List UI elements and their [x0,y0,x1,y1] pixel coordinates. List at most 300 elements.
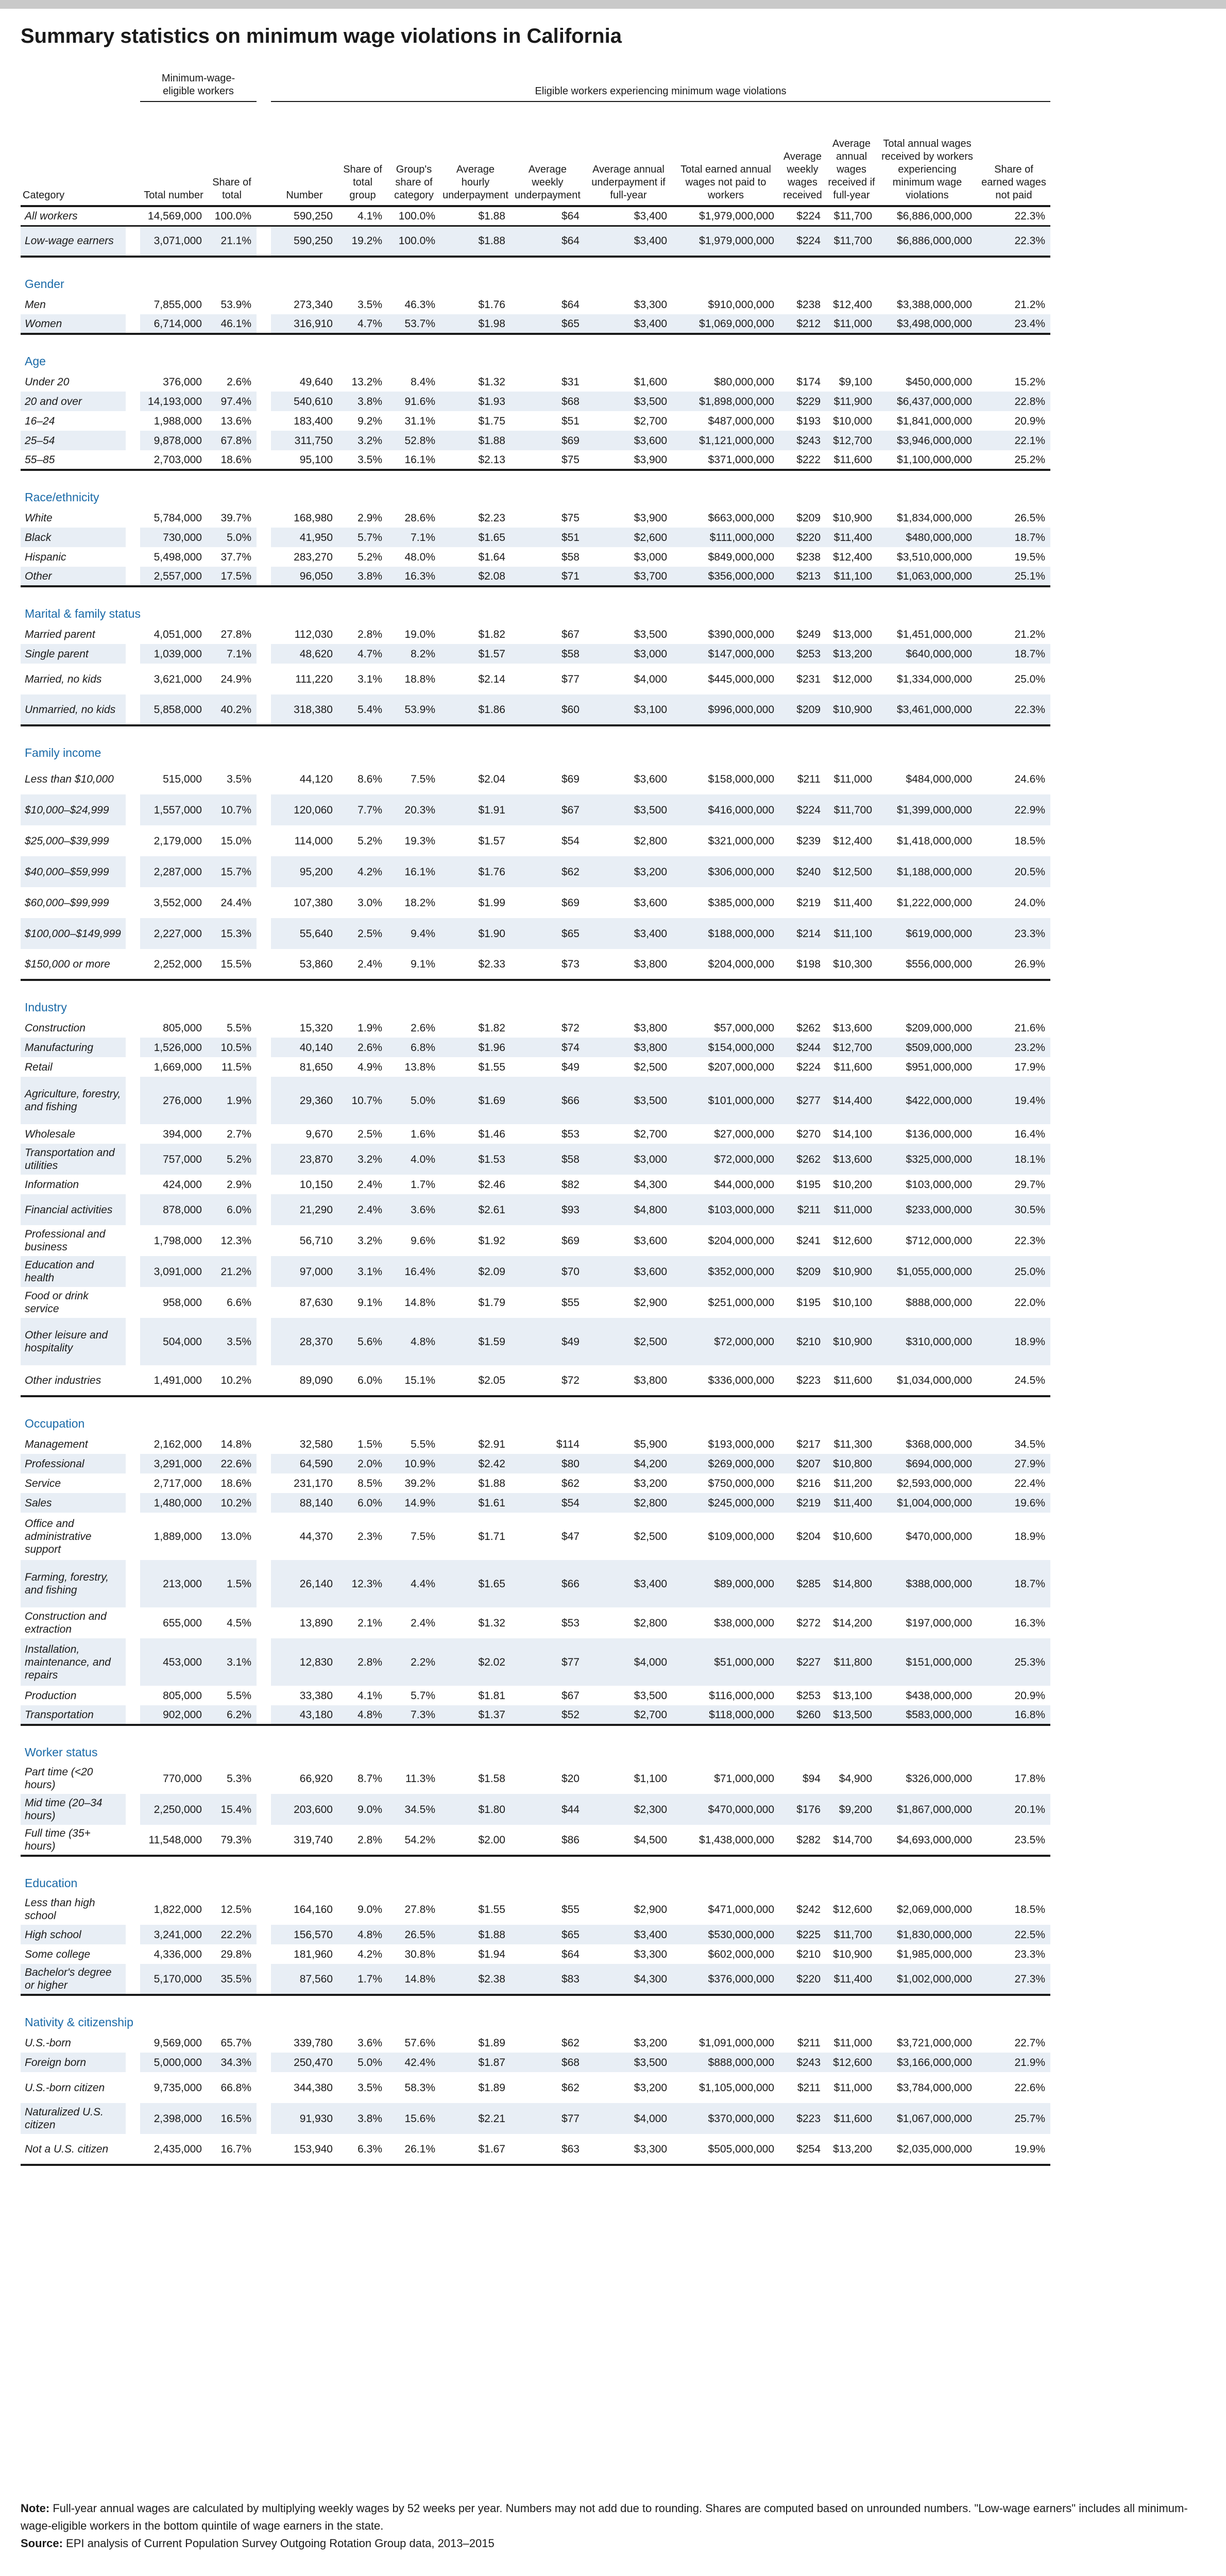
table-cell: 12,830 [271,1638,338,1686]
table-cell: $663,000,000 [708,512,774,524]
table-cell: 24.6% [1014,773,1045,785]
table-cell: 21.9% [977,2053,1050,2072]
table-cell: 120,060 [271,794,338,825]
table-row [21,1318,1050,1365]
table-cell: 22.3% [1014,1234,1045,1247]
table-cell: $11,000 [833,773,872,785]
table-cell: 26,140 [271,1560,338,1607]
table-cell: $1,222,000,000 [897,896,972,909]
table-cell: 5.5% [227,1689,251,1702]
table-cell: 156,570 [271,1925,338,1944]
table-cell: $4,500 [585,1825,672,1856]
table-cell: $195 [796,1296,821,1309]
table-cell: $1,979,000,000 [672,226,779,257]
table-cell: 9.0% [357,1903,382,1916]
cell-gap [257,1124,271,1144]
table-cell: $1,834,000,000 [897,512,972,524]
table-cell: $44,000,000 [714,1178,774,1191]
page-title: Summary statistics on minimum wage violations in California [21,25,622,47]
table-cell: $2.42 [440,1454,510,1473]
table-cell: $10,900 [833,512,872,524]
cell-gap [126,918,140,949]
table-cell: $321,000,000 [708,835,774,847]
table-cell: $4,300 [585,1964,672,1995]
table-cell: $3,500 [634,1689,667,1702]
table-cell: $224 [796,1061,821,1073]
table-cell: 54.2% [387,1825,440,1856]
row-label: Wholesale [25,1128,76,1140]
table-cell: $75 [510,450,585,470]
cell-gap [126,567,140,586]
table-cell: 2,703,000 [140,450,207,470]
cell-gap [257,1493,271,1513]
table-cell: $10,600 [833,1530,872,1543]
cell-gap [257,314,271,334]
table-cell: 21.6% [1014,1022,1045,1034]
cell-gap [126,825,140,856]
table-cell: 23.5% [977,1825,1050,1856]
table-cell: $210 [779,1318,826,1365]
table-cell: 8.7% [357,1772,382,1785]
column-header: Average annual wages received if full-year [826,101,877,206]
table-cell: 8.6% [357,773,382,785]
table-cell: 24.0% [1014,896,1045,909]
table-cell: $243 [779,2053,826,2072]
table-cell: $38,000,000 [714,1617,774,1629]
table-cell: $1,438,000,000 [672,1825,779,1856]
table-cell: 5.7% [338,528,387,547]
table-cell: $101,000,000 [672,1077,779,1124]
table-cell: $69 [510,431,585,450]
table-row [21,918,1050,949]
table-cell: $66 [510,1560,585,1607]
table-cell: $262 [796,1022,821,1034]
table-cell: 14.8% [404,1296,435,1309]
table-cell: $188,000,000 [672,918,779,949]
table-row [21,314,1050,334]
table-cell: 590,250 [271,226,338,257]
table-cell: $54 [510,1493,585,1513]
table-cell: 1.7% [338,1964,387,1995]
row-label: Management [25,1438,88,1450]
table-cell: 8.4% [411,376,435,388]
cell-gap [257,624,271,644]
table-cell: 2,162,000 [154,1438,202,1450]
table-cell: $64 [561,1948,580,1960]
row-label: Construction and extraction [25,1611,107,1635]
table-row [21,206,1050,226]
table-row [21,1256,1050,1287]
row-label: All workers [25,210,78,222]
cell-gap [257,567,271,586]
cell-gap [126,1175,140,1194]
table-cell: $3,100 [585,694,672,725]
table-cell: $11,400 [826,1964,877,1995]
table-cell: 21.1% [207,226,257,257]
table-cell: $80 [510,1454,585,1473]
row-label: Production [25,1689,77,1702]
table-cell: 29.7% [1014,1178,1045,1191]
row-label: White [25,512,53,524]
row-label: Married parent [25,628,95,640]
table-cell: $1.91 [440,794,510,825]
table-row [21,1607,1050,1638]
table-cell: 15.6% [387,2103,440,2134]
table-cell: 28,370 [271,1318,338,1365]
table-cell: 453,000 [140,1638,207,1686]
table-cell: $11,000 [833,2037,872,2049]
table-cell: $1,867,000,000 [877,1794,977,1825]
table-cell: $11,000 [826,1194,877,1225]
table-cell: $1,600 [634,376,667,388]
table-cell: 1,889,000 [154,1530,202,1543]
table-cell: 4.1% [357,1689,382,1702]
table-cell: $12,700 [826,431,877,450]
table-cell: $13,600 [826,1144,877,1175]
table-cell: 164,160 [294,1903,333,1916]
table-cell: $11,700 [826,794,877,825]
table-cell: $2.04 [478,773,505,785]
table-cell: 95,200 [271,856,338,887]
table-cell: 2.4% [338,949,387,980]
table-cell: $209,000,000 [906,1022,972,1034]
table-cell: $3,500 [585,1077,672,1124]
table-cell: 7.3% [387,1705,440,1725]
table-cell: $370,000,000 [672,2103,779,2134]
table-cell: 29.8% [220,1948,251,1960]
table-cell: $1.69 [440,1077,510,1124]
cell-gap [257,1175,271,1194]
top-bar [0,0,1226,9]
table-cell: 43,180 [271,1705,338,1725]
table-cell: $4,900 [839,1772,872,1785]
table-cell: $62 [561,2037,580,2049]
table-cell: 6.0% [207,1194,257,1225]
cell-gap [257,1077,271,1124]
table-cell: 88,140 [271,1493,338,1513]
table-cell: $3,800 [585,1365,672,1396]
cell-gap [257,644,271,664]
table-cell: $3,400 [585,1560,672,1607]
row-label: Low-wage earners [21,226,126,257]
table-cell: $197,000,000 [906,1617,972,1629]
table-cell: 53,860 [271,949,338,980]
table-cell: $910,000,000 [708,298,774,311]
table-cell: 18.2% [404,896,435,909]
table-cell: $69 [561,896,580,909]
table-cell: 19.0% [404,628,435,640]
cell-gap [126,1964,140,1995]
table-cell: $3,800 [585,949,672,980]
table-cell: 5.2% [357,551,382,563]
table-cell: 57.6% [404,2037,435,2049]
table-cell: 311,750 [271,431,338,450]
cell-gap [126,2053,140,2072]
table-cell: $3,500 [634,628,667,640]
table-cell: 17.5% [207,567,257,586]
table-row [21,1434,1050,1454]
table-cell: 2.7% [227,1128,251,1140]
table-cell: 3.5% [338,450,387,470]
table-cell: $11,600 [826,1365,877,1396]
table-cell: 22.8% [977,392,1050,411]
cell-gap [126,1057,140,1077]
table-cell: $209 [779,1256,826,1287]
table-cell: $147,000,000 [672,644,779,664]
cell-gap [257,2053,271,2072]
column-header: Average weekly underpayment [510,101,585,206]
table-cell: $10,900 [826,1318,877,1365]
table-cell: 2,398,000 [140,2103,207,2134]
table-cell: $209 [779,694,826,725]
table-cell: $487,000,000 [708,415,774,427]
table-cell: $1,830,000,000 [877,1925,977,1944]
table-cell: $3,500 [585,794,672,825]
table-cell: 757,000 [140,1144,207,1175]
table-cell: $694,000,000 [877,1454,977,1473]
table-cell: $93 [510,1194,585,1225]
table-cell: $219 [779,1493,826,1513]
table-cell: $2,500 [585,1318,672,1365]
table-cell: 11.3% [405,1772,435,1785]
table-cell: 12.3% [220,1234,251,1247]
table-row [21,1794,1050,1825]
cell-gap [257,1794,271,1825]
section-header-row [21,1725,1050,1763]
cell-gap [126,764,140,794]
table-cell: 26.5% [1014,512,1045,524]
table-cell: 91,930 [271,2103,338,2134]
table-cell: 153,940 [271,2134,338,2165]
table-cell: $216 [796,1477,821,1489]
table-cell: 10,150 [299,1178,333,1191]
table-cell: 8.2% [387,644,440,664]
table-cell: 4.1% [357,210,382,222]
table-cell: 2.9% [227,1178,251,1191]
table-row [21,226,1050,257]
table-cell: 1.5% [207,1560,257,1607]
table-cell: 55,640 [271,918,338,949]
table-cell: $12,500 [826,856,877,887]
table-cell: 16.3% [387,567,440,586]
table-cell: $3,300 [585,2134,672,2165]
table-cell: 20.1% [977,1794,1050,1825]
cell-gap [257,528,271,547]
table-cell: $11,800 [826,1638,877,1686]
table-cell: 64,590 [271,1454,338,1473]
table-cell: $888,000,000 [906,1296,972,1309]
table-cell: $1.67 [440,2134,510,2165]
table-cell: $470,000,000 [906,1530,972,1543]
table-cell: $11,200 [833,1477,872,1489]
row-label: Installation, maintenance, and repairs [21,1638,126,1686]
table-cell: $310,000,000 [877,1318,977,1365]
table-row [21,2033,1050,2053]
table-cell: 20.9% [1014,1689,1045,1702]
table-cell: $116,000,000 [709,1689,774,1702]
table-cell: $204 [796,1530,821,1543]
table-cell: $211 [797,773,821,785]
table-row [21,567,1050,586]
table-cell: 5,170,000 [140,1964,207,1995]
cell-gap [257,2103,271,2134]
table-row [21,1638,1050,1686]
table-cell: $207,000,000 [708,1061,774,1073]
table-cell: $214 [779,918,826,949]
table-cell: 41,950 [271,528,338,547]
row-label: Other [21,567,126,586]
table-cell: 7.1% [387,528,440,547]
table-cell: $12,000 [833,673,872,685]
cell-gap [257,1473,271,1493]
table-cell: $209 [796,512,821,524]
column-gap [257,101,271,206]
table-cell: $505,000,000 [672,2134,779,2165]
table-cell: 31.1% [404,415,435,427]
table-cell: $6,886,000,000 [897,210,972,222]
table-cell: 958,000 [163,1296,202,1309]
table-cell: $10,800 [826,1454,877,1473]
table-cell: 5.2% [207,1144,257,1175]
table-cell: 394,000 [163,1128,202,1140]
row-label: Women [21,314,126,334]
table-cell: $282 [779,1825,826,1856]
table-cell: 22.1% [977,431,1050,450]
table-cell: 100.0% [387,226,440,257]
table-cell: 2.6% [411,1022,435,1034]
cell-gap [126,431,140,450]
table-cell: 283,270 [294,551,333,563]
table-cell: 18.9% [1014,1530,1045,1543]
table-cell: $198 [779,949,826,980]
table-cell: 3.2% [338,431,387,450]
table-cell: 91.6% [387,392,440,411]
table-cell: $2.13 [440,450,510,470]
table-cell: 4.2% [357,1948,382,1960]
table-cell: $213 [779,567,826,586]
table-cell: 58.3% [404,2081,435,2094]
table-cell: $1,898,000,000 [672,392,779,411]
table-row [21,1144,1050,1175]
table-cell: $11,000 [826,314,877,334]
table-cell: $1,002,000,000 [877,1964,977,1995]
table-cell: 2,179,000 [154,835,202,847]
table-cell: 805,000 [163,1689,202,1702]
table-cell: $67 [561,1689,580,1702]
table-cell: $11,600 [826,2103,877,2134]
table-cell: $416,000,000 [672,794,779,825]
table-cell: 34.5% [387,1794,440,1825]
table-cell: $1.92 [478,1234,505,1247]
table-cell: $1.65 [440,1560,510,1607]
cell-gap [126,2033,140,2053]
table-cell: 3.2% [357,1234,382,1247]
table-cell: 96,050 [271,567,338,586]
table-cell: 4.8% [387,1318,440,1365]
table-cell: $67 [561,628,580,640]
table-cell: $80,000,000 [714,376,774,388]
table-cell: 6.0% [338,1365,387,1396]
table-cell: 250,470 [271,2053,338,2072]
table-cell: 319,740 [271,1825,338,1856]
table-cell: $219 [796,896,821,909]
table-cell: $10,000 [833,415,872,427]
row-label: $10,000–$24,999 [21,794,126,825]
table-cell: $20 [561,1772,580,1785]
table-cell: $49 [561,1061,580,1073]
table-cell: $2,035,000,000 [877,2134,977,2165]
table-row [21,1560,1050,1607]
table-cell: 18.5% [1014,1903,1045,1916]
table-cell: 24.4% [220,896,251,909]
table-cell: $11,700 [826,1925,877,1944]
table-row [21,794,1050,825]
column-header: Share of total group [338,101,387,206]
table-cell: $224 [779,794,826,825]
cell-gap [257,825,271,856]
table-cell: 540,610 [271,392,338,411]
section-title: Industry [25,1001,67,1014]
table-cell: 3,621,000 [154,673,202,685]
table-cell: 3.6% [357,2037,382,2049]
table-cell: $3,000 [585,1144,672,1175]
table-cell: $996,000,000 [672,694,779,725]
table-cell: $1,105,000,000 [699,2081,774,2094]
cell-gap [257,1944,271,1964]
table-row [21,1925,1050,1944]
table-cell: $233,000,000 [877,1194,977,1225]
table-cell: $204,000,000 [708,1234,774,1247]
table-cell: 42.4% [387,2053,440,2072]
table-row [21,1057,1050,1077]
table-cell: 37.7% [220,551,251,563]
table-cell: 2.8% [357,628,382,640]
table-cell: $55 [561,1903,580,1916]
table-row [21,664,1050,694]
table-cell: 4.8% [338,1705,387,1725]
table-cell: 22.3% [977,694,1050,725]
table-row [21,1763,1050,1794]
table-cell: 112,030 [294,628,333,640]
table-cell: $2.91 [478,1438,505,1450]
table-cell: 9,735,000 [154,2081,202,2094]
table-cell: $53 [561,1128,580,1140]
cell-gap [257,918,271,949]
table-cell: 13.0% [220,1530,251,1543]
table-cell: $306,000,000 [672,856,779,887]
table-cell: $1.88 [478,1477,505,1489]
table-cell: 4.7% [338,644,387,664]
table-cell: 17.9% [1014,1061,1045,1073]
table-cell: 35.5% [207,1964,257,1995]
table-cell: $4,000 [585,2103,672,2134]
table-cell: 5.0% [387,1077,440,1124]
table-cell: 5,000,000 [140,2053,207,2072]
table-cell: $9,200 [826,1794,877,1825]
cell-gap [126,206,140,226]
table-cell: $2,600 [585,528,672,547]
table-cell: 3.2% [338,1144,387,1175]
table-cell: $619,000,000 [877,918,977,949]
table-cell: 30.8% [404,1948,435,1960]
table-cell: $2.09 [440,1256,510,1287]
table-row [21,949,1050,980]
table-cell: 2.0% [338,1454,387,1473]
table-cell: $225 [779,1925,826,1944]
row-label: Education and health [21,1256,126,1287]
table-cell: $72 [510,1365,585,1396]
table-cell: 53.9% [220,298,251,311]
